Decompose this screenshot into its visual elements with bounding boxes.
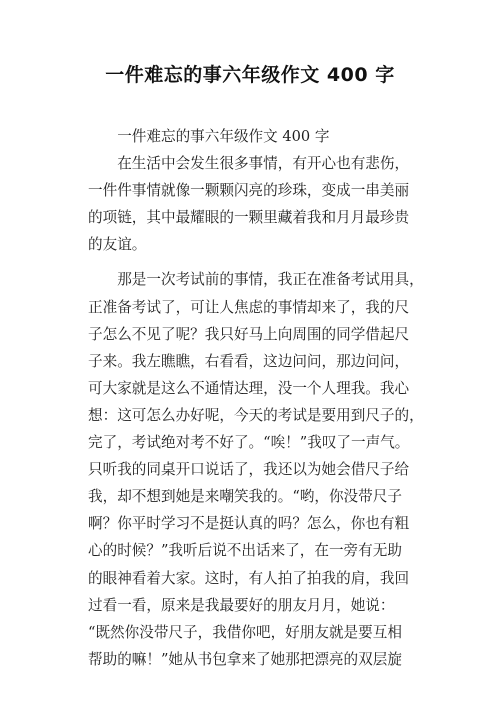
essay-line: 想：这可怎么办好呢，今天的考试是要用到尺子的， [88,406,424,424]
essay-line: 啊？你平时学习不是挺认真的吗？怎么，你也有粗 [88,515,410,533]
essay-line: 正准备考试了，可让人焦虑的事情却来了，我的尺 [88,298,410,316]
essay-line: 的友谊。 [88,236,147,254]
essay-line: 子来。我左瞧瞧，右看看，这边问问，那边问问， [88,352,410,370]
essay-line: 的项链，其中最耀眼的一颗里藏着我和月月最珍贵 [88,209,410,227]
essay-line: 完了，考试绝对考不好了。“唉！”我叹了一声气。 [88,434,410,452]
essay-line: 可大家就是这么不通情达理，没一个人理我。我心 [88,379,410,397]
essay-line: 帮助的嘛！”她从书包拿来了她那把漂亮的双层旋 [88,650,402,668]
essay-line: 子怎么不见了呢？我只好马上向周围的同学借起尺 [88,325,410,343]
essay-line: 那是一次考试前的事情，我正在准备考试用具， [88,271,424,289]
paragraph-gap [88,258,430,266]
essay-line: 的眼神看着大家。这时，有人拍了拍我的肩，我回 [88,569,410,587]
essay-line: 在生活中会发生很多事情，有开心也有悲伤， [88,155,410,173]
essay-line: 一件难忘的事六年级作文 400 字 [88,128,330,145]
page-title: 一件难忘的事六年级作文 400 字 [105,64,395,86]
essay-line: 只听我的同桌开口说话了，我还以为她会借尺子给 [88,461,410,479]
essay-body [88,123,430,673]
essay-line: 心的时候？”我听后说不出话来了，在一旁有无助 [88,542,402,560]
essay-line: 过看一看，原来是我最要好的朋友月月，她说： [88,596,395,614]
essay-line: 一件件事情就像一颗颗闪亮的珍珠，变成一串美丽 [88,182,410,200]
essay-line: “既然你没带尺子，我借你吧，好朋友就是要互相 [88,623,402,641]
essay-line: 我，却不想到她是来嘲笑我的。“哟，你没带尺子 [88,488,402,506]
